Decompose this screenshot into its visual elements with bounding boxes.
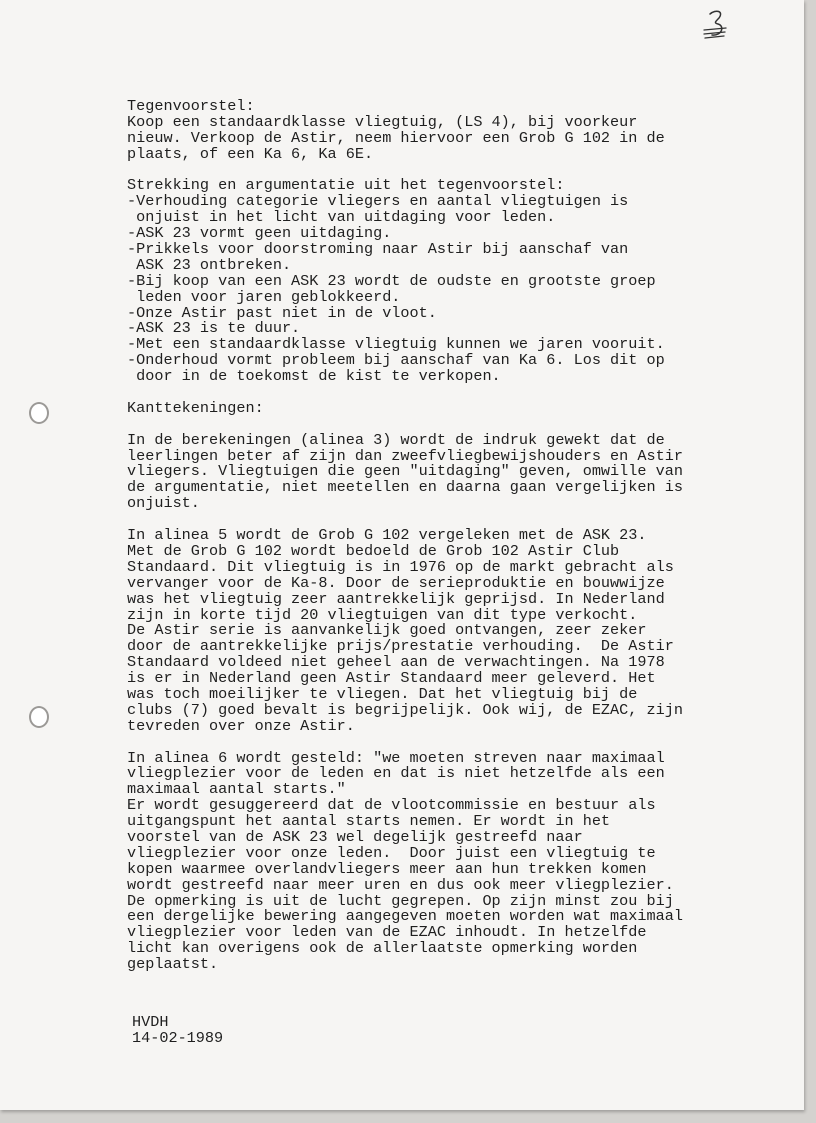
text-line: de argumentatie, niet meetellen en daarna gaan vergelijken is xyxy=(127,478,683,497)
punch-hole xyxy=(29,706,49,728)
section-kanttekeningen-heading xyxy=(127,398,767,417)
text-line: -ASK 23 is te duur. xyxy=(127,319,301,338)
text-line: maximaal aantal starts." xyxy=(127,780,346,799)
document-body xyxy=(127,99,767,989)
section-heading: Kanttekeningen: xyxy=(127,398,264,417)
text-line: kopen waarmee overlandvliegers meer aan hun trekken komen xyxy=(127,859,647,878)
text-line: plaats, of een Ka 6, Ka 6E. xyxy=(127,144,374,163)
section-tegenvoorstel xyxy=(127,99,767,163)
text-line: vervanger voor de Ka-8. Door de serieproduktie en bouwwijze xyxy=(127,573,665,592)
text-line: In alinea 5 wordt de Grob G 102 vergeleken met de ASK 23. xyxy=(127,526,647,545)
text-line: -Met een standaardklasse vliegtuig kunnen we jaren vooruit. xyxy=(127,335,665,354)
text-line: vliegers. Vliegtuigen die geen "uitdaging" geven, omwille van xyxy=(127,462,683,481)
text-line: ASK 23 ontbreken. xyxy=(127,255,292,274)
text-line: vliegplezier voor leden van de EZAC inhoudt. In hetzelfde xyxy=(127,923,647,942)
text-line: -Onderhoud vormt probleem bij aanschaf van Ka 6. Los dit op xyxy=(127,351,665,370)
text-line: door in de toekomst de kist te verkopen. xyxy=(127,367,501,386)
section-alinea-6 xyxy=(127,748,767,974)
punch-hole xyxy=(29,402,49,424)
text-line: vliegplezier voor de leden en dat is niet hetzelfde als een xyxy=(127,764,665,783)
text-line: leden voor jaren geblokkeerd. xyxy=(127,287,401,306)
text-line: is er in Nederland geen Astir Standaard meer geleverd. Het xyxy=(127,669,656,688)
text-line: door de aantrekkelijke prijs/prestatie verhouding. De Astir xyxy=(127,637,674,656)
section-alinea-3 xyxy=(127,430,767,513)
text-line: In alinea 6 wordt gesteld: "we moeten streven naar maximaal xyxy=(127,748,665,767)
text-line: wordt gestreefd naar meer uren en dus ook meer vliegplezier. xyxy=(127,875,674,894)
text-line: De opmerking is uit de lucht gegrepen. Op zijn minst zou bij xyxy=(127,891,674,910)
text-line: In de berekeningen (alinea 3) wordt de indruk gewekt dat de xyxy=(127,430,665,449)
text-line: Standaard. Dit vliegtuig is in 1976 op de markt gebracht als xyxy=(127,557,674,576)
text-line: clubs (7) goed bevalt is begrijpelijk. Ook wij, de EZAC, zijn xyxy=(127,700,683,719)
text-line: een dergelijke bewering aangegeven moeten worden wat maximaal xyxy=(127,907,683,926)
text-line: nieuw. Verkoop de Astir, neem hiervoor een Grob G 102 in de xyxy=(127,128,665,147)
text-line: Koop een standaardklasse vliegtuig, (LS 4), bij voorkeur xyxy=(127,112,638,131)
text-line: Strekking en argumentatie uit het tegenvoorstel: xyxy=(127,176,565,195)
text-line: tevreden over onze Astir. xyxy=(127,716,355,735)
text-line: leerlingen beter af zijn dan zweefvliegbewijshouders en Astir xyxy=(127,446,683,465)
text-line: -ASK 23 vormt geen uitdaging. xyxy=(127,224,392,243)
text-line: vliegplezier voor onze leden. Door juist een vliegtuig te xyxy=(127,843,656,862)
text-line: was toch moeilijker te vliegen. Dat het vliegtuig bij de xyxy=(127,684,638,703)
text-line: uitgangspunt het aantal starts nemen. Er wordt in het xyxy=(127,812,611,831)
text-line: Er wordt gesuggereerd dat de vlootcommissie en bestuur als xyxy=(127,796,656,815)
text-line: licht kan overigens ook de allerlaatste opmerking worden xyxy=(127,939,638,958)
signature-block xyxy=(132,1015,223,1047)
text-line: voorstel van de ASK 23 wel degelijk gestreefd naar xyxy=(127,827,583,846)
text-line: Standaard voldeed niet geheel aan de verwachtingen. Na 1978 xyxy=(127,653,665,672)
text-line: De Astir serie is aanvankelijk goed ontvangen, zeer zeker xyxy=(127,621,647,640)
signature-date: 14-02-1989 xyxy=(132,1028,224,1047)
text-line: geplaatst. xyxy=(127,955,219,974)
section-strekking xyxy=(127,178,767,385)
text-line: -Onze Astir past niet in de vloot. xyxy=(127,303,437,322)
text-line: -Prikkels voor doorstroming naar Astir bij aanschaf van xyxy=(127,240,629,259)
section-alinea-5 xyxy=(127,528,767,735)
text-line: -Bij koop van een ASK 23 wordt de oudste en grootste groep xyxy=(127,271,656,290)
text-line: onjuist. xyxy=(127,494,200,513)
text-line: onjuist in het licht van uitdaging voor leden. xyxy=(127,208,556,227)
text-line: Met de Grob G 102 wordt bedoeld de Grob 102 Astir Club xyxy=(127,541,620,560)
text-line: Tegenvoorstel: xyxy=(127,97,255,115)
text-line: was het vliegtuig zeer aantrekkelijk geprijsd. In Nederland xyxy=(127,589,665,608)
signature-author: HVDH xyxy=(132,1013,169,1031)
handwritten-page-number xyxy=(700,8,732,44)
text-line: -Verhouding categorie vliegers en aantal vliegtuigen is xyxy=(127,192,629,211)
text-line: zijn in korte tijd 20 vliegtuigen van dit type verkocht. xyxy=(127,605,638,624)
